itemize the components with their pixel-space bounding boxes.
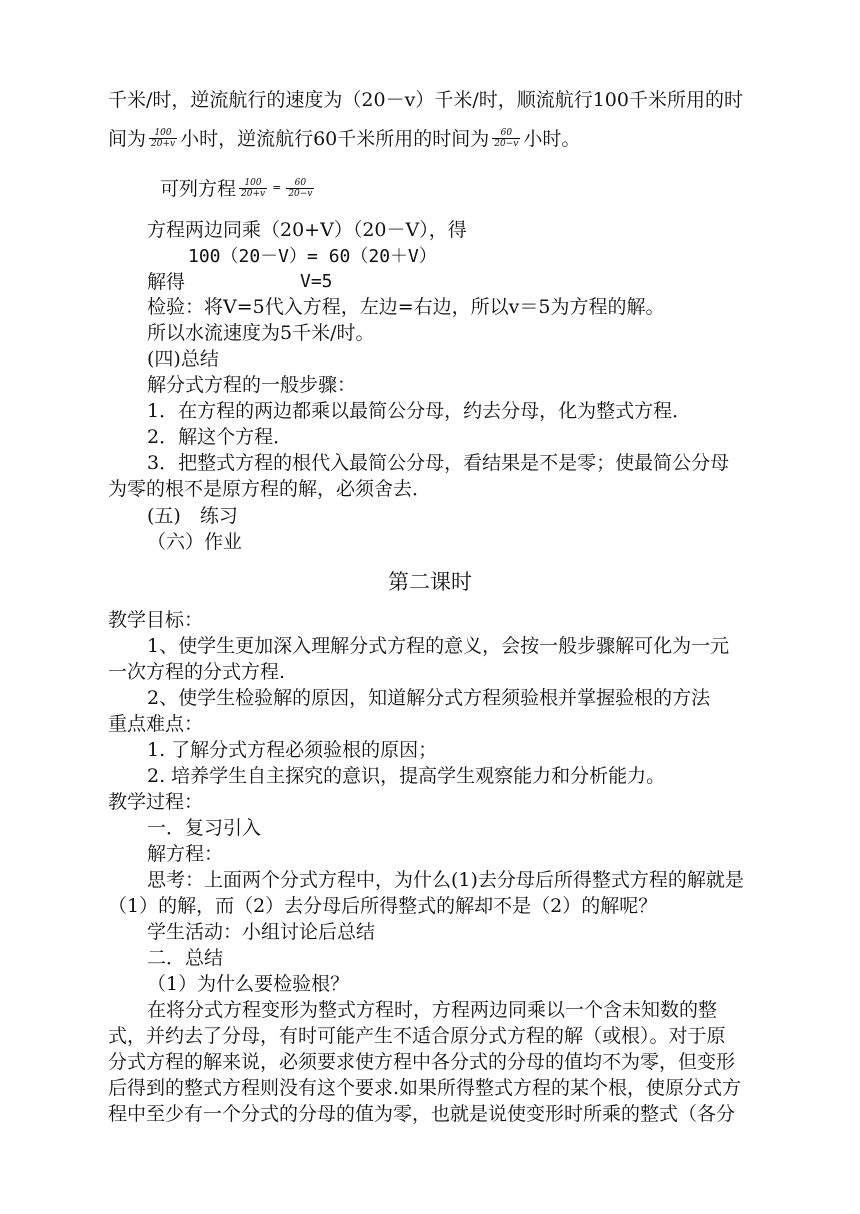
equation-line: [160, 176, 317, 203]
solve-value: V=5: [300, 271, 333, 292]
section-title: 第二课时: [388, 570, 472, 594]
practice-heading: (五) 练习: [147, 505, 238, 527]
summary-step-1: 1．在方程的两边都乘以最简公分母，约去分母，化为整式方程．: [147, 400, 692, 422]
conclude-heading: 二．总结: [147, 947, 224, 969]
equals-sign: =: [272, 181, 282, 194]
key-label: 重点难点：: [108, 713, 204, 735]
fraction-numerator: 100: [149, 128, 177, 139]
fraction-denominator: 20+v: [241, 188, 266, 199]
fraction-denominator: 20−v: [494, 138, 519, 149]
paragraph-line: 千米/时，逆流航行的速度为（20－v）千米/时，顺流航行100千米所用的时: [108, 89, 743, 111]
review-heading: 一．复习引入: [147, 817, 262, 839]
solve-label: 解得: [147, 271, 186, 293]
homework-heading: （六）作业: [147, 531, 243, 553]
summary-step-3-cont: 为零的根不是原方程的解，必须舍去．: [108, 478, 432, 500]
equation-prefix: 可列方程: [160, 178, 237, 200]
key-point-1: 1. 了解分式方程必须验根的原因；: [147, 739, 438, 761]
paragraph-line-with-fractions: [108, 126, 580, 152]
think-line-cont: （1）的解，而（2）去分母后所得整式的解却不是（2）的解呢？: [108, 895, 658, 917]
goal-1: 1、使学生更加深入理解分式方程的意义，会按一般步骤解可化为一元: [147, 635, 730, 657]
goal-1-cont: 一次方程的分式方程.: [108, 661, 286, 683]
text-span: 小时。: [523, 128, 581, 150]
step-expression: 100（20－V）= 60（20＋V）: [188, 246, 437, 267]
check-line: 检验：将V=5代入方程，左边=右边，所以v＝5为方程的解。: [147, 296, 665, 318]
equation-right-fraction: [286, 178, 314, 199]
paragraph-line: 在将分式方程变形为整式方程时，方程两边同乘以一个含未知数的整: [147, 999, 718, 1021]
text-span: 小时，逆流航行60千米所用的时间为: [180, 128, 490, 150]
fraction-denominator: 20−v: [288, 188, 313, 199]
equation-left-fraction: [239, 178, 267, 199]
why-heading: （1）为什么要检验根？: [147, 973, 350, 995]
fraction-numerator: 60: [492, 128, 520, 139]
fraction-numerator: 100: [239, 178, 267, 189]
paragraph-line: 后得到的整式方程则没有这个要求.如果所得整式方程的某个根，使原分式方: [108, 1077, 742, 1099]
goals-label: 教学目标：: [108, 609, 204, 631]
fraction-60-over-20-minus-v: [492, 128, 520, 149]
key-point-2: 2. 培养学生自主探究的意识，提高学生观察能力和分析能力。: [147, 765, 666, 787]
paragraph-line: 程中至少有一个分式的分母的值为零，也就是说使变形时所乘的整式（各分: [108, 1103, 736, 1125]
summary-step-3: 3．把整式方程的根代入最简公分母，看结果是不是零；使最简公分母: [147, 452, 730, 474]
step-multiply: 方程两边同乘（20+V）（20－V），得: [147, 219, 467, 241]
text-span: 间为: [108, 128, 147, 150]
think-line: 思考：上面两个分式方程中，为什么(1)去分母后所得整式方程的解就是: [147, 869, 744, 891]
solve-heading: 解方程：: [147, 843, 224, 865]
fraction-denominator: 20+v: [151, 138, 176, 149]
process-label: 教学过程：: [108, 791, 204, 813]
paragraph-line: 分式方程的解来说，必须要求使方程中各分式的分母的值均不为零，但变形: [108, 1051, 736, 1073]
answer-line: 所以水流速度为5千米/时。: [147, 322, 375, 344]
activity-line: 学生活动：小组讨论后总结: [147, 921, 376, 943]
summary-heading: (四)总结: [147, 348, 219, 370]
summary-intro: 解分式方程的一般步骤：: [147, 374, 357, 396]
goal-2: 2、使学生检验解的原因，知道解分式方程须验根并掌握验根的方法: [147, 687, 711, 709]
fraction-numerator: 60: [286, 178, 314, 189]
fraction-100-over-20-plus-v: [149, 128, 177, 149]
paragraph-line: 式，并约去了分母，有时可能产生不适合原分式方程的解（或根）。对于原: [108, 1025, 726, 1047]
summary-step-2: 2．解这个方程．: [147, 426, 293, 448]
